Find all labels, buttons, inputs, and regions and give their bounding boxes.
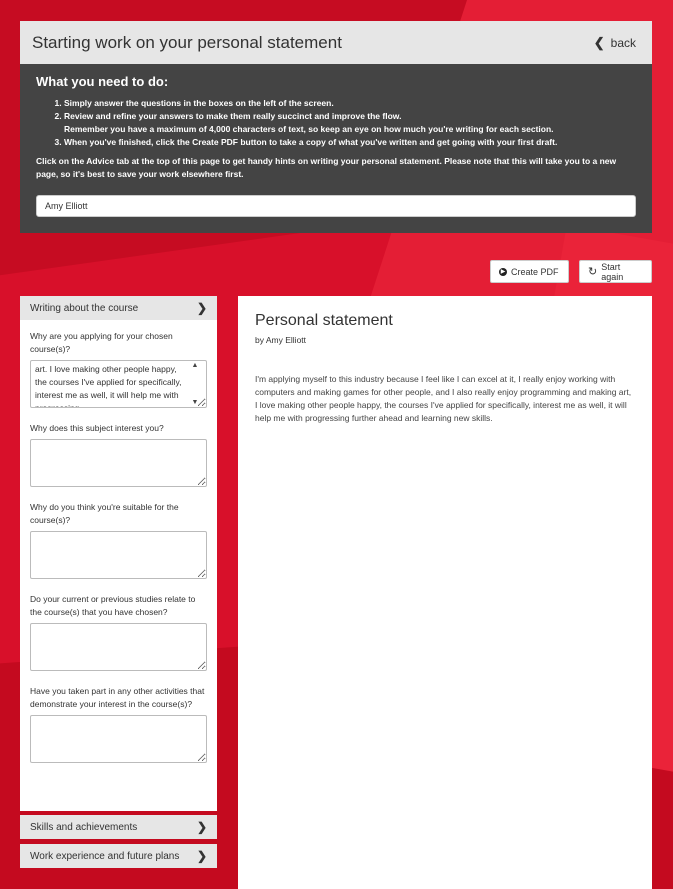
scroll-up-icon[interactable]: ▲ [191,362,199,369]
question-label: Have you taken part in any other activities that demonstrate your interest in the course(s)? [30,686,205,709]
instruction-step: 2. Review and refine your answers to make them really succinct and improve the flow. Remember you have a maximum of 4,000 characters of text, so keep an eye on how much you're writing for each section. [64,110,636,136]
question-label: Why are you applying for your chosen course(s)? [30,331,173,354]
refresh-icon: ↻ [588,266,598,278]
create-pdf-button[interactable] [490,260,569,283]
question-label: Why do you think you're suitable for the course(s)? [30,502,179,525]
chevron-left-icon: ❮ [593,34,605,50]
instruction-step: 3. When you've finished, click the Create PDF button to take a copy of what you've written and get going with your first draft. [64,136,636,149]
instruction-note: Remember you have a maximum of 4,000 characters of text, so keep an eye on how much you're writing for each section. [64,124,554,134]
statement-byline: by Amy Elliott [255,335,307,345]
chevron-right-icon: ❯ [196,849,207,863]
section-work-header[interactable] [20,844,217,868]
section-label: Writing about the course [30,302,139,314]
question-label: Do your current or previous studies relate to the course(s) that you have chosen? [30,594,196,617]
advice-text: Click on the Advice tab at the top of this page to get handy hints on writing your personal statement. Please note that this will take you to a new page, so it's best to save your work elsewhere first. [36,156,617,179]
page-title: Starting work on your personal statement [32,32,342,52]
back-link[interactable] [594,35,636,51]
instructions-heading: What you need to do: [36,74,169,89]
arrow-right-circle-icon: ▶ [500,268,506,275]
start-again-label: Start again [601,261,624,282]
create-pdf-label: Create PDF [511,266,559,277]
question-label: Why does this subject interest you? [30,423,164,433]
statement-body: I'm applying myself to this industry because I feel like I can excel at it, I really enjoy working with computers and making games for other people, and I also really enjoy programming and making art, I love making other people happy, the courses I've applied for specifically, interest me as well, it will help me with progressing further ahead and learning new skills. [255,374,632,423]
instruction-step: 1. Simply answer the questions in the boxes on the left of the screen. [64,97,636,110]
start-again-button[interactable] [579,260,652,283]
back-label: back [610,35,636,50]
chevron-right-icon: ❯ [196,301,207,315]
instructions-steps [36,97,636,149]
answer-field[interactable] [30,715,207,763]
section-label: Skills and achievements [30,821,138,833]
chevron-right-icon: ❯ [196,820,207,834]
instructions-panel [20,64,652,233]
answer-field[interactable] [30,360,207,408]
section-writing-header[interactable] [20,296,217,320]
answer-field[interactable] [30,623,207,671]
section-label: Work experience and future plans [30,850,180,862]
page-header [20,21,652,64]
answer-field[interactable] [30,439,207,487]
section-skills-header[interactable] [20,815,217,839]
statement-preview [238,296,652,889]
statement-title: Personal statement [255,312,393,329]
name-input[interactable] [36,195,636,217]
questions-panel [20,296,217,811]
scroll-down-icon[interactable]: ▼ [191,399,199,406]
scrollbar[interactable] [189,362,201,406]
answer-field[interactable] [30,531,207,579]
